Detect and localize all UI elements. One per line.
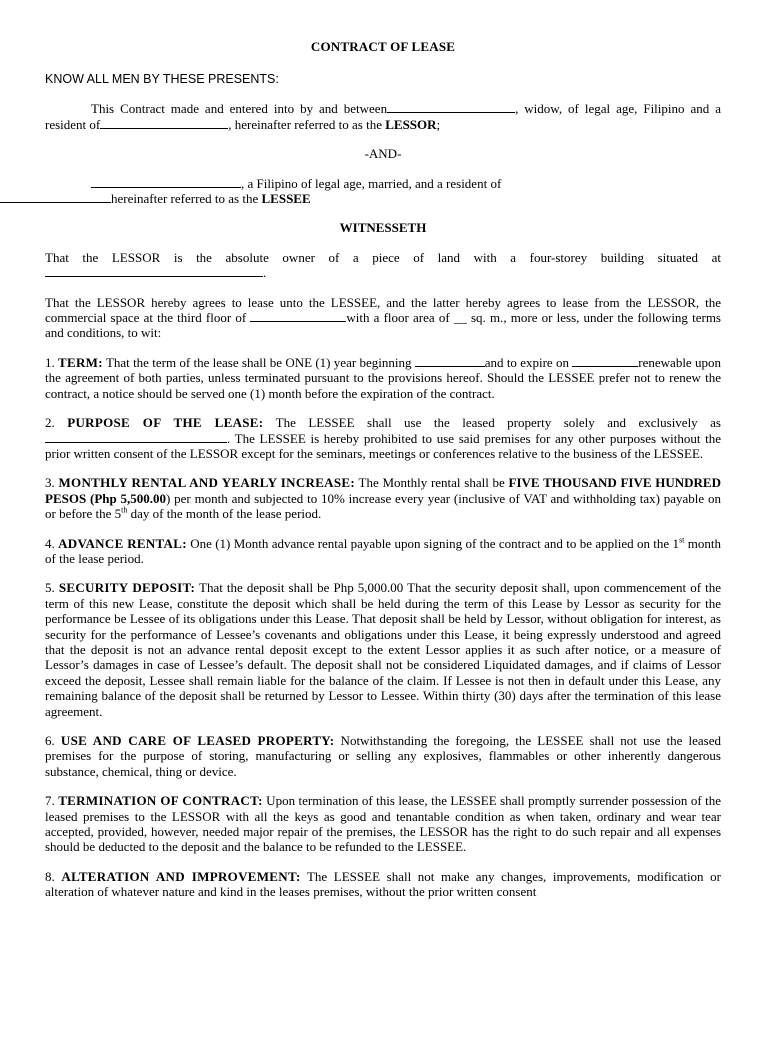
witnesseth-heading: WITNESSETH <box>339 220 427 236</box>
term-text-c: renewable upon the agreement of both parties, unless terminated pursuant to the provisions hereof. Should the LESSEE prefer not to renew the contract, a notice should be served one (1) month before the expiration of the contract. <box>45 354 721 401</box>
rental-text-a: The Monthly rental shall be <box>355 475 509 491</box>
alteration-number: 8. <box>45 868 62 884</box>
section-use <box>45 733 721 779</box>
term-label: TERM: <box>58 354 103 370</box>
purpose-label: PURPOSE OF THE LEASE: <box>67 415 264 431</box>
blank-location <box>45 266 263 277</box>
purpose-number: 2. <box>45 415 68 431</box>
know-all-line: KNOW ALL MEN BY THESE PRESENTS: <box>45 72 279 86</box>
lessee-intro-text-a: , a Filipino of legal age, married, and a resident of <box>241 175 502 191</box>
lessor-term: LESSOR <box>385 116 437 132</box>
rental-amount: FIVE THOUSAND FIVE HUNDRED PESOS (Php 5,500.00 <box>45 475 721 506</box>
term-number: 1. <box>45 354 59 370</box>
owner-text-b: . <box>263 265 267 281</box>
purpose-text-a: The LESSEE shall use the leased property solely and exclusively as <box>263 415 721 431</box>
owner-paragraph <box>45 250 721 281</box>
lessee-intro-paragraph <box>45 176 721 207</box>
intro-text-a: This Contract made and entered into by and between <box>91 101 388 117</box>
section-purpose <box>45 415 721 461</box>
blank-lessee-name <box>91 177 241 188</box>
document-title: CONTRACT OF LEASE <box>310 39 456 54</box>
term-text-a: That the term of the lease shall be ONE (1) year beginning <box>102 354 415 370</box>
intro-text-d: ; <box>436 116 441 132</box>
section-rental <box>45 475 721 521</box>
rental-number: 3. <box>45 475 59 491</box>
agree-paragraph <box>45 295 721 341</box>
section-deposit <box>45 580 721 719</box>
advance-text-b: month of the lease period. <box>45 535 721 566</box>
section-termination <box>45 793 721 855</box>
owner-text-a: That the LESSOR is the absolute owner of a piece of land with a four-storey building situated at <box>45 249 721 265</box>
rental-label: MONTHLY RENTAL AND YEARLY INCREASE: <box>58 475 356 491</box>
rental-text-b: ) per month and subjected to 10% increase every year (inclusive of VAT and withholding tax) payable on or before the 5 <box>45 490 721 522</box>
intro-paragraph <box>45 101 721 132</box>
contract-page <box>0 39 768 1063</box>
deposit-text: That the deposit shall be Php 5,000.00 That the security deposit shall, upon commencement of the term of this new Lease, constitute the deposit which shall be held during the term of this Lease by Lessor as security for the performance be Lessee of its obligations under this Lease. That deposit shall be held by Lessor, without obligation for interest, as security for the performance of Lessee’s covenants and obligations under this Lease, it being expressly understood and agreed that the deposit is not an advance rental deposit except to the extent Lessor applies it as such after notice, or a measure of Lessor’s damages in case of Lessee’s default. The deposit shall not be considered Liquidated damages, and if claims of Lessor exceed the deposit, Lessee shall remain liable for the balance of the claim. If Lessee is not then in default under this Lease, any remaining balance of the deposit shall be returned by Lessor to Lessee. Within thirty (30) days after the termination of this lease agreement. <box>45 580 722 719</box>
alteration-text: The LESSEE shall not make any changes, improvements, modification or alteration of whatever nature and kind in the leases premises, without the prior written consent <box>45 868 721 900</box>
use-number: 6. <box>45 733 61 748</box>
termination-number: 7. <box>45 793 59 809</box>
rental-ordinal: th <box>121 505 128 515</box>
section-alteration <box>45 869 721 900</box>
use-label: USE AND CARE OF LEASED PROPERTY: <box>60 733 335 748</box>
blank-purpose <box>45 432 227 443</box>
intro-text-c: , hereinafter referred to as the <box>228 116 386 132</box>
blank-term-end <box>572 356 638 367</box>
purpose-text-b: . The LESSEE is hereby prohibited to use said premises for any other purposes without the prior written consent of the LESSOR except for the seminars, meetings or conferences relative to the business of the LESSEE. <box>45 430 721 461</box>
agree-text-a: That the LESSOR hereby agrees to lease unto the LESSEE, and the latter hereby agrees to lease from the LESSOR, the commercial space at the third floor of <box>45 294 721 326</box>
blank-building <box>250 311 346 322</box>
agree-text-b: with a floor area of __ sq. m., more or less, under the following terms and conditions, to wit: <box>45 310 721 341</box>
and-separator: -AND- <box>364 146 402 162</box>
use-text: Notwithstanding the foregoing, the LESSEE shall not use the leased premises for the purpose of storing, manufacturing or selling any explosives, flammables or other inherently dangerous substance, chemical, thing or device. <box>45 733 721 779</box>
termination-label: TERMINATION OF CONTRACT: <box>58 793 263 809</box>
advance-label: ADVANCE RENTAL: <box>58 535 187 551</box>
section-advance <box>45 536 721 567</box>
alteration-label: ALTERATION AND IMPROVEMENT: <box>61 868 301 884</box>
deposit-label: SECURITY DEPOSIT: <box>58 580 196 596</box>
intro-text-b: , widow, of legal age, Filipino and a resident of <box>45 101 721 132</box>
deposit-number: 5. <box>45 580 59 596</box>
lessee-term: LESSEE <box>261 191 311 207</box>
rental-text-c: day of the month of the lease period. <box>127 506 322 522</box>
termination-text: Upon termination of this lease, the LESSEE shall promptly surrender possession of the leased premises to the LESSOR with all the keys as good and tenantable condition as when taken, ordinary and wear tear accepted, provided, however, needed major repair of the premises, the LESSOR has the right to do such repair and all expenses should be deducted to the deposit and the balance to be refunded to the LESSEE. <box>45 793 721 855</box>
blank-lessor-residence <box>100 118 228 129</box>
lessee-intro-text-b: hereinafter referred to as the <box>111 191 262 207</box>
advance-text-a: One (1) Month advance rental payable upon signing of the contract and to be applied on the 1 <box>186 535 680 551</box>
advance-number: 4. <box>45 535 59 551</box>
blank-lessee-residence <box>0 192 111 203</box>
advance-ordinal: st <box>679 535 685 545</box>
term-text-b: and to expire on <box>484 354 573 370</box>
blank-term-start <box>415 356 485 367</box>
section-term <box>45 355 721 401</box>
blank-lessor-name <box>387 102 515 113</box>
